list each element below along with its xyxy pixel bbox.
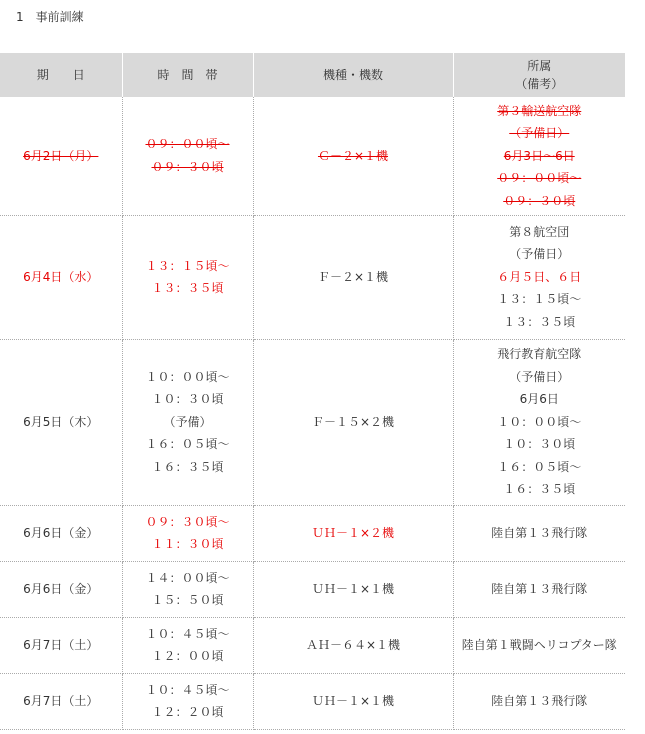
cell-unit [453, 97, 625, 215]
schedule-table [0, 53, 625, 730]
cell-date [0, 97, 122, 215]
cell-time [122, 339, 253, 505]
cell-date [0, 505, 122, 561]
header-time: 時 間 帯 [122, 53, 253, 97]
cell-aircraft-line: ＵＨ－１×１機 [311, 581, 395, 596]
cell-time-line: （予備） [163, 414, 212, 429]
header-unit-line2: （備考） [515, 77, 564, 91]
cell-date-line: 6月7日（土） [23, 637, 99, 652]
cell-aircraft [253, 561, 453, 617]
cell-unit-line: １０：３０頃 [503, 437, 576, 452]
cell-aircraft [253, 617, 453, 673]
cell-date-line: 6月6日（金） [23, 581, 99, 596]
cell-unit-line: 陸自第１３飛行隊 [491, 581, 588, 596]
cell-aircraft-line: ＵＨ－１×１機 [311, 693, 395, 708]
cell-time-line: １２：００頃 [151, 649, 224, 663]
header-unit [453, 53, 625, 97]
cell-unit-line: （予備日） [509, 369, 570, 384]
cell-unit-line: ０９：３０頃 [503, 193, 576, 208]
table-row [0, 673, 625, 729]
cell-aircraft [253, 505, 453, 561]
cell-aircraft [253, 215, 453, 339]
header-date: 期 日 [0, 53, 122, 97]
cell-date-line: 6月7日（土） [23, 693, 99, 708]
cell-time [122, 505, 253, 561]
cell-date-line: 6月5日（木） [23, 414, 99, 429]
cell-date-line: 6月2日（月） [23, 148, 99, 163]
cell-time-line: １０：３０頃 [151, 392, 224, 407]
cell-unit [453, 673, 625, 729]
cell-time-line: １６：３５頃 [151, 459, 224, 474]
cell-time-line: １０：４５頃～ [145, 626, 230, 641]
cell-date [0, 339, 122, 505]
table-row [0, 505, 625, 561]
cell-aircraft-line: Ｆ－１５×２機 [311, 414, 395, 429]
header-aircraft: 機種・機数 [253, 53, 453, 97]
cell-unit [453, 339, 625, 505]
cell-time-line: １１：３０頃 [151, 537, 224, 551]
cell-unit-line: 陸自第１３飛行隊 [491, 525, 588, 540]
cell-unit-line: 第３輸送航空隊 [497, 103, 582, 118]
cell-date [0, 215, 122, 339]
cell-time-line: １３：１５頃～ [145, 258, 230, 273]
cell-unit [453, 617, 625, 673]
cell-time [122, 673, 253, 729]
cell-unit-line: 陸自第１戦闘ヘリコプター隊 [461, 637, 617, 652]
cell-time [122, 617, 253, 673]
cell-unit [453, 215, 625, 339]
cell-unit-line: １３：１５頃～ [497, 292, 582, 307]
cell-time [122, 215, 253, 339]
table-row [0, 617, 625, 673]
cell-time-line: １０：４５頃～ [145, 682, 230, 697]
cell-unit-line: １６：３５頃 [503, 482, 576, 497]
cell-time-line: １３：３５頃 [151, 281, 224, 295]
cell-time-line: １４：００頃～ [145, 570, 230, 585]
table-row [0, 215, 625, 339]
cell-time-line: ０９：３０頃～ [145, 514, 230, 529]
table-header-row [0, 53, 625, 97]
cell-time [122, 561, 253, 617]
cell-aircraft-line: Ｃ－２×１機 [317, 148, 389, 163]
cell-date-line: 6月4日（水） [23, 269, 99, 284]
cell-unit-line: 飛行教育航空隊 [497, 347, 582, 362]
cell-unit-line: １０：００頃～ [497, 414, 582, 429]
cell-date [0, 617, 122, 673]
cell-unit-line: 6月3日～6日 [503, 148, 575, 163]
cell-aircraft-line: ＵＨ－１×２機 [311, 525, 395, 540]
cell-time-line: １５：５０頃 [151, 593, 224, 607]
cell-unit-line: 第８航空団 [509, 224, 570, 239]
cell-time-line: １６：０５頃～ [145, 437, 230, 452]
table-row [0, 339, 625, 505]
cell-date [0, 673, 122, 729]
cell-aircraft-line: Ｆ－２×１機 [317, 269, 389, 284]
cell-unit-line: 6月6日 [519, 392, 559, 407]
cell-unit-line: （予備日） [509, 247, 570, 262]
cell-unit-line: （予備日） [509, 126, 570, 140]
table-body [0, 97, 625, 729]
cell-unit-line: １３：３５頃 [503, 314, 576, 329]
cell-unit-line: ０９：００頃～ [497, 171, 582, 185]
cell-unit-line: 陸自第１３飛行隊 [491, 693, 588, 708]
cell-unit-line: １６：０５頃～ [497, 459, 582, 474]
header-unit-line1: 所属 [527, 59, 552, 73]
cell-aircraft [253, 339, 453, 505]
section-heading: 1 事前訓練 [16, 10, 84, 24]
cell-unit [453, 505, 625, 561]
cell-unit-line: ６月５日、６日 [497, 269, 582, 284]
cell-time-line: ０９：００頃～ [145, 137, 230, 152]
table-row [0, 97, 625, 215]
cell-time-line: １２：２０頃 [151, 705, 224, 719]
cell-aircraft [253, 97, 453, 215]
table-row [0, 561, 625, 617]
cell-date [0, 561, 122, 617]
cell-unit [453, 561, 625, 617]
cell-time [122, 97, 253, 215]
cell-time-line: ０９：３０頃 [151, 159, 224, 174]
cell-date-line: 6月6日（金） [23, 525, 99, 540]
cell-time-line: １０：００頃～ [145, 369, 230, 384]
cell-aircraft [253, 673, 453, 729]
cell-aircraft-line: ＡＨ－６４×１機 [305, 637, 401, 652]
